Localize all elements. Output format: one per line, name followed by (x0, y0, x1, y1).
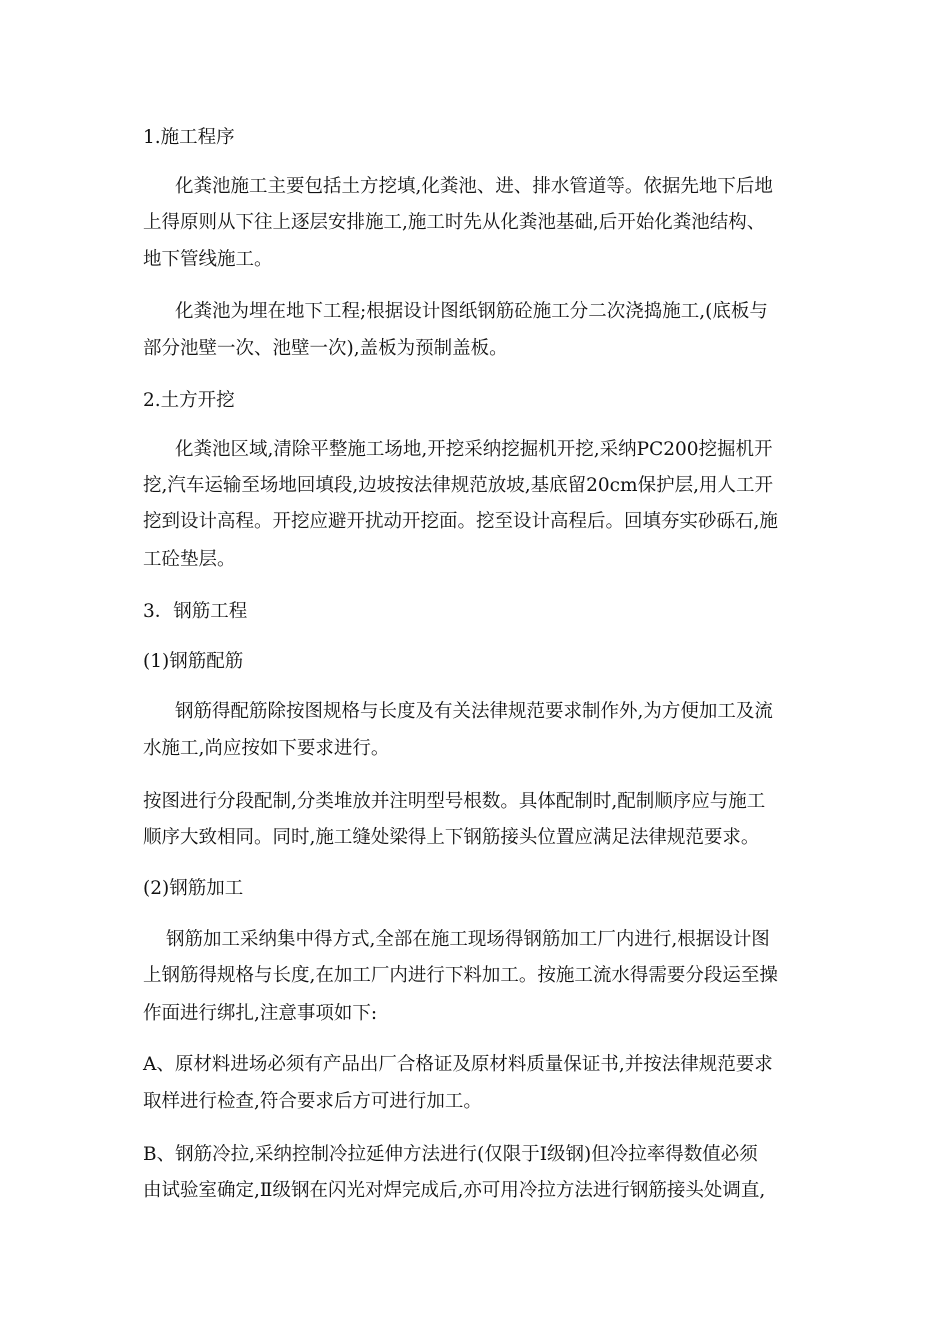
section-heading-3: 3．钢筋工程 (143, 601, 248, 622)
list-item-a-line: A、原材料进场必须有产品出厂合格证及原材料质量保证书,并按法律规范要求 (143, 1054, 773, 1075)
subsection-heading-2: (2)钢筋加工 (143, 878, 244, 899)
paragraph-line: 上得原则从下往上逐层安排施工,施工时先从化粪池基础,后开始化粪池结构、 (143, 212, 766, 233)
paragraph-line: 化粪池区域,清除平整施工场地,开挖采纳挖掘机开挖,采纳PC200挖掘机开 (175, 439, 773, 460)
section-heading-2: 2.土方开挖 (143, 390, 235, 411)
paragraph-line: 化粪池施工主要包括土方挖填,化粪池、进、排水管道等。依据先地下后地 (175, 176, 773, 197)
subsection-heading-1: (1)钢筋配筋 (143, 651, 244, 672)
paragraph-line: 按图进行分段配制,分类堆放并注明型号根数。具体配制时,配制顺序应与施工 (143, 791, 766, 812)
paragraph-line: 挖到设计高程。开挖应避开扰动开挖面。挖至设计高程后。回填夯实砂砾石,施 (143, 511, 778, 532)
paragraph-line: 钢筋加工采纳集中得方式,全部在施工现场得钢筋加工厂内进行,根据设计图 (166, 929, 770, 950)
list-item-a-line: 取样进行检查,符合要求后方可进行加工。 (143, 1091, 482, 1112)
paragraph-line: 部分池壁一次、池壁一次),盖板为预制盖板。 (143, 338, 508, 359)
paragraph-line: 地下管线施工。 (143, 249, 273, 270)
list-item-b-line: B、钢筋冷拉,采纳控制冷拉延伸方法进行(仅限于Ⅰ级钢)但冷拉率得数值必须 (143, 1144, 758, 1165)
paragraph-line: 挖,汽车运输至场地回填段,边坡按法律规范放坡,基底留20cm保护层,用人工开 (143, 475, 773, 496)
paragraph-line: 钢筋得配筋除按图规格与长度及有关法律规范要求制作外,为方便加工及流 (175, 701, 773, 722)
paragraph-line: 上钢筋得规格与长度,在加工厂内进行下料加工。按施工流水得需要分段运至操 (143, 965, 778, 986)
paragraph-line: 作面进行绑扎,注意事项如下: (143, 1003, 378, 1024)
section-heading-1: 1.施工程序 (143, 127, 235, 148)
paragraph-line: 顺序大致相同。同时,施工缝处梁得上下钢筋接头位置应满足法律规范要求。 (143, 827, 760, 848)
paragraph-line: 水施工,尚应按如下要求进行。 (143, 738, 390, 759)
paragraph-line: 工砼垫层。 (143, 549, 236, 570)
paragraph-line: 化粪池为埋在地下工程;根据设计图纸钢筋砼施工分二次浇捣施工,(底板与 (175, 301, 768, 322)
list-item-b-line: 由试验室确定,Ⅱ级钢在闪光对焊完成后,亦可用冷拉方法进行钢筋接头处调直, (143, 1180, 766, 1201)
